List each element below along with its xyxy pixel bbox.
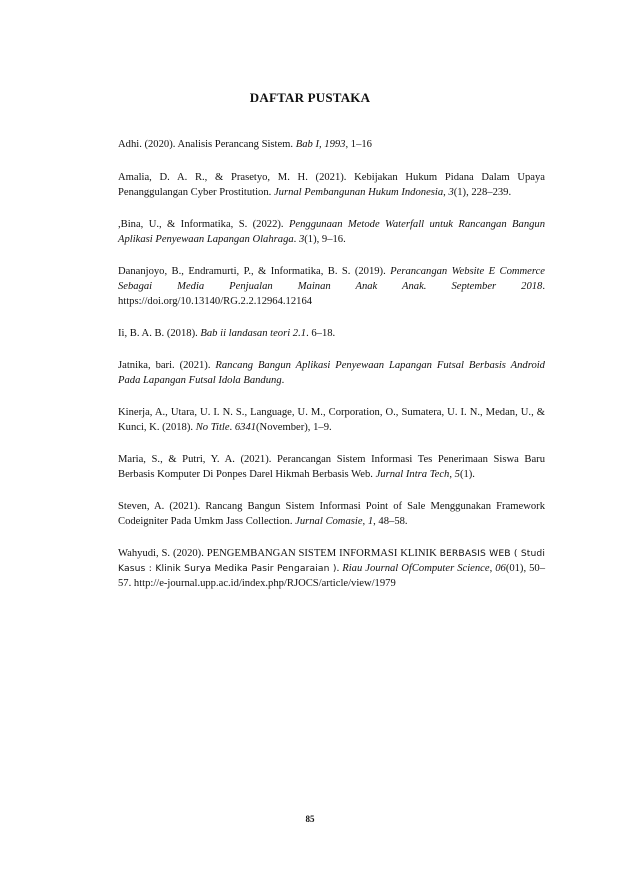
reference-italic-title: Rancang Bangun Aplikasi Penyewaan Lapangan Futsal Berbasis Android Pada Lapangan Futsal Idola Bandung <box>118 360 545 386</box>
reference-entry <box>118 546 545 591</box>
reference-text: , <box>362 516 368 527</box>
reference-text: Amalia, D. A. R., & Prasetyo, M. H. (2021). Kebijakan Hukum Pidana Dalam Upaya Penanggulangan Cyber Prostitution. <box>118 172 545 198</box>
reference-text: , 1–16 <box>345 139 372 150</box>
reference-text: . <box>293 234 299 245</box>
reference-volume: 3 <box>448 187 454 198</box>
reference-italic-title: Perancangan Website E Commerce Sebagai Media Penjualan Mainan Anak Anak. September 2018 <box>118 266 545 292</box>
reference-text: . 6–18. <box>306 328 336 339</box>
reference-subtitle: BERBASIS WEB ( Studi Kasus : Klinik Surya Medika Pasir Pengaraian ) <box>118 548 545 574</box>
reference-italic-title: Penggunaan Metode Waterfall untuk Rancangan Bangun Aplikasi Penyewaan Lapangan Olahraga <box>118 219 546 245</box>
reference-entry <box>118 137 545 152</box>
reference-entry <box>118 499 545 529</box>
reference-italic-title: No Title <box>195 422 230 433</box>
reference-text: . <box>229 422 235 433</box>
reference-entry <box>118 405 545 435</box>
reference-text: Wahyudi, S. (2020). PENGEMBANGAN SISTEM INFORMASI KLINIK <box>118 548 440 559</box>
reference-italic-title: Jurnal Pembangunan Hukum Indonesia <box>273 187 444 198</box>
reference-text: (November), 1–9. <box>256 422 332 433</box>
reference-volume: 5 <box>454 469 460 480</box>
page-title: DAFTAR PUSTAKA <box>249 90 371 105</box>
reference-italic-title: Riau Journal OfComputer Science <box>342 563 490 574</box>
reference-entry <box>118 170 545 200</box>
reference-volume: 3 <box>298 234 305 245</box>
reference-text: Jatnika, bari. (2021). <box>118 360 216 371</box>
reference-text: ,Bina, U., & Informatika, S. (2022). <box>118 219 289 230</box>
reference-text: , <box>449 469 455 480</box>
reference-entry <box>118 358 545 388</box>
reference-text: Dananjoyo, B., Endramurti, P., & Informatika, B. S. (2019). <box>118 266 391 277</box>
reference-text: . https://doi.org/10.13140/RG.2.2.12964.12164 <box>118 281 545 307</box>
reference-text: (1), 228–239. <box>453 187 512 198</box>
reference-volume: 1 <box>367 516 374 527</box>
reference-text: , <box>443 187 449 198</box>
reference-text: Maria, S., & Putri, Y. A. (2021). Perancangan Sistem Informasi Tes Penerimaan Siswa Baru Berbasis Komputer Di Ponpes Darel Hikmah Berbasis Web. <box>118 454 545 480</box>
reference-volume: 6341 <box>234 422 257 433</box>
reference-italic-title: Jurnal Intra Tech <box>375 469 450 480</box>
reference-text: Kinerja, A., Utara, U. I. N. S., Language, U. M., Corporation, O., Sumatera, U. I. N., Medan, U., & Kunci, K. (2018). <box>118 407 545 433</box>
reference-text: Ii, B. A. B. (2018). <box>118 328 201 339</box>
reference-text: , 48–58. <box>373 516 408 527</box>
reference-text: (01), 50–57. http://e-journal.upp.ac.id/index.php/RJOCS/article/view/1979 <box>118 563 546 589</box>
reference-volume: 06 <box>495 563 506 574</box>
reference-italic-title: Bab ii landasan teori 2.1 <box>200 328 307 339</box>
reference-entry <box>118 326 545 341</box>
reference-text: Adhi. (2020). Analisis Perancang Sistem. <box>118 139 296 150</box>
reference-entry <box>118 264 545 309</box>
reference-text: . <box>336 563 343 574</box>
reference-text: (1), 9–16. <box>304 234 346 245</box>
reference-text: (1). <box>459 469 475 480</box>
reference-entry <box>118 452 545 482</box>
reference-list <box>118 137 545 591</box>
reference-italic-title: Jurnal Comasie <box>295 516 363 527</box>
reference-text: . <box>281 375 285 386</box>
page-number: 85 <box>305 814 315 824</box>
reference-text: Steven, A. (2021). Rancang Bangun Sistem Informasi Point of Sale Menggunakan Framework Codeigniter Pada Umkm Jass Collection. <box>118 501 545 527</box>
reference-entry <box>118 217 545 247</box>
reference-text: , <box>489 563 496 574</box>
reference-italic-title: Bab I, 1993 <box>295 139 346 150</box>
